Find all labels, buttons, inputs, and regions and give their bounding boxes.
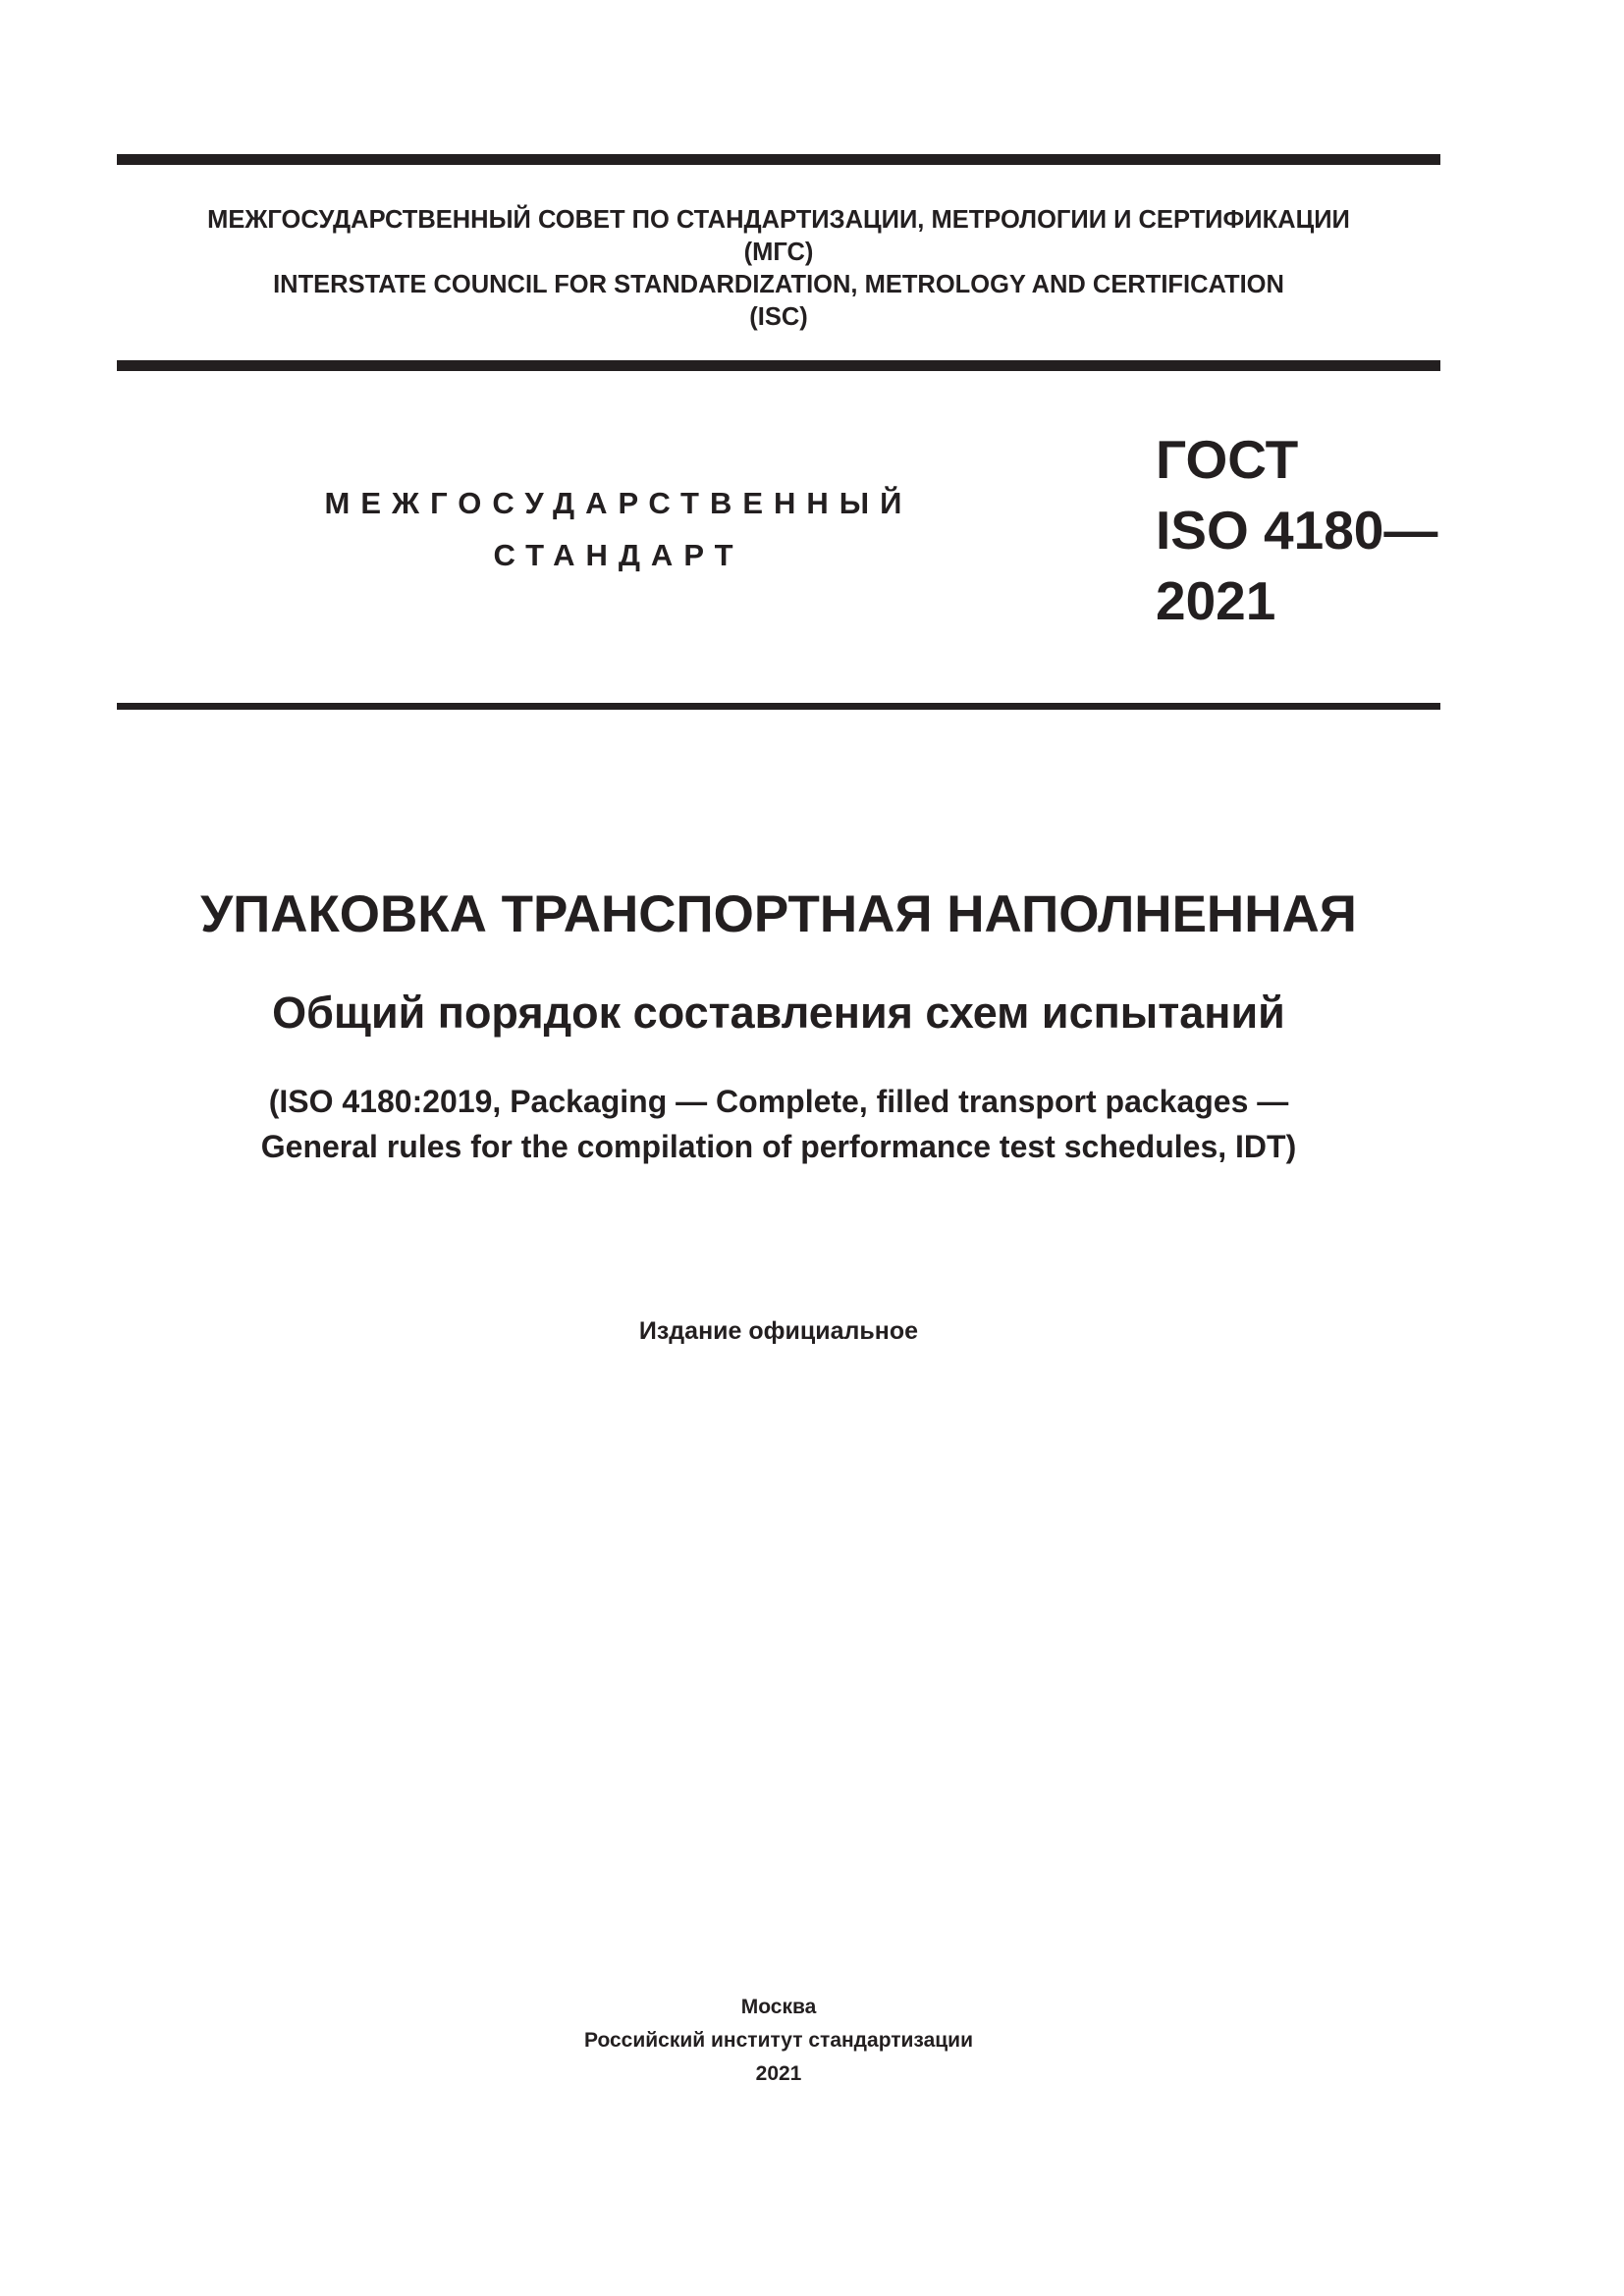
imprint-year: 2021 bbox=[755, 2062, 802, 2085]
document-subtitle: Общий порядок составления схем испытаний bbox=[272, 988, 1285, 1038]
imprint-publisher: Российский институт стандартизации bbox=[583, 2029, 974, 2052]
top-rule bbox=[117, 154, 1440, 165]
standard-kind bbox=[295, 477, 943, 581]
council-name-ru: МЕЖГОСУДАРСТВЕННЫЙ СОВЕТ ПО СТАНДАРТИЗАЦИИ, МЕТРОЛОГИИ И СЕРТИФИКАЦИИ bbox=[207, 206, 1350, 234]
middle-rule bbox=[117, 360, 1440, 371]
standard-kind-line1: МЕЖГОСУДАРСТВЕННЫЙ bbox=[324, 486, 913, 520]
standard-kind-line2: СТАНДАРТ bbox=[493, 538, 744, 572]
standard-designation bbox=[1156, 424, 1437, 636]
council-abbr-en: (ISC) bbox=[749, 303, 808, 331]
designation-line2: ISO 4180— bbox=[1156, 500, 1438, 561]
designation-line1: ГОСТ bbox=[1156, 429, 1299, 490]
council-name-en: INTERSTATE COUNCIL FOR STANDARDIZATION, METROLOGY AND CERTIFICATION bbox=[273, 271, 1284, 298]
designation-line3: 2021 bbox=[1156, 570, 1276, 631]
edition-label: Издание официальное bbox=[638, 1317, 919, 1345]
imprint bbox=[117, 1991, 1440, 2091]
original-reference-line1: (ISO 4180:2019, Packaging — Complete, filled transport packages — bbox=[268, 1084, 1289, 1119]
council-abbr-ru: (МГС) bbox=[743, 239, 814, 266]
bottom-rule bbox=[117, 703, 1440, 710]
council-header bbox=[117, 204, 1440, 334]
original-reference-line2: General rules for the compilation of performance test schedules, IDT) bbox=[260, 1129, 1297, 1164]
document-title: УПАКОВКА ТРАНСПОРТНАЯ НАПОЛНЕННАЯ bbox=[200, 885, 1357, 943]
original-reference bbox=[117, 1079, 1440, 1169]
imprint-city: Москва bbox=[740, 1996, 817, 2018]
